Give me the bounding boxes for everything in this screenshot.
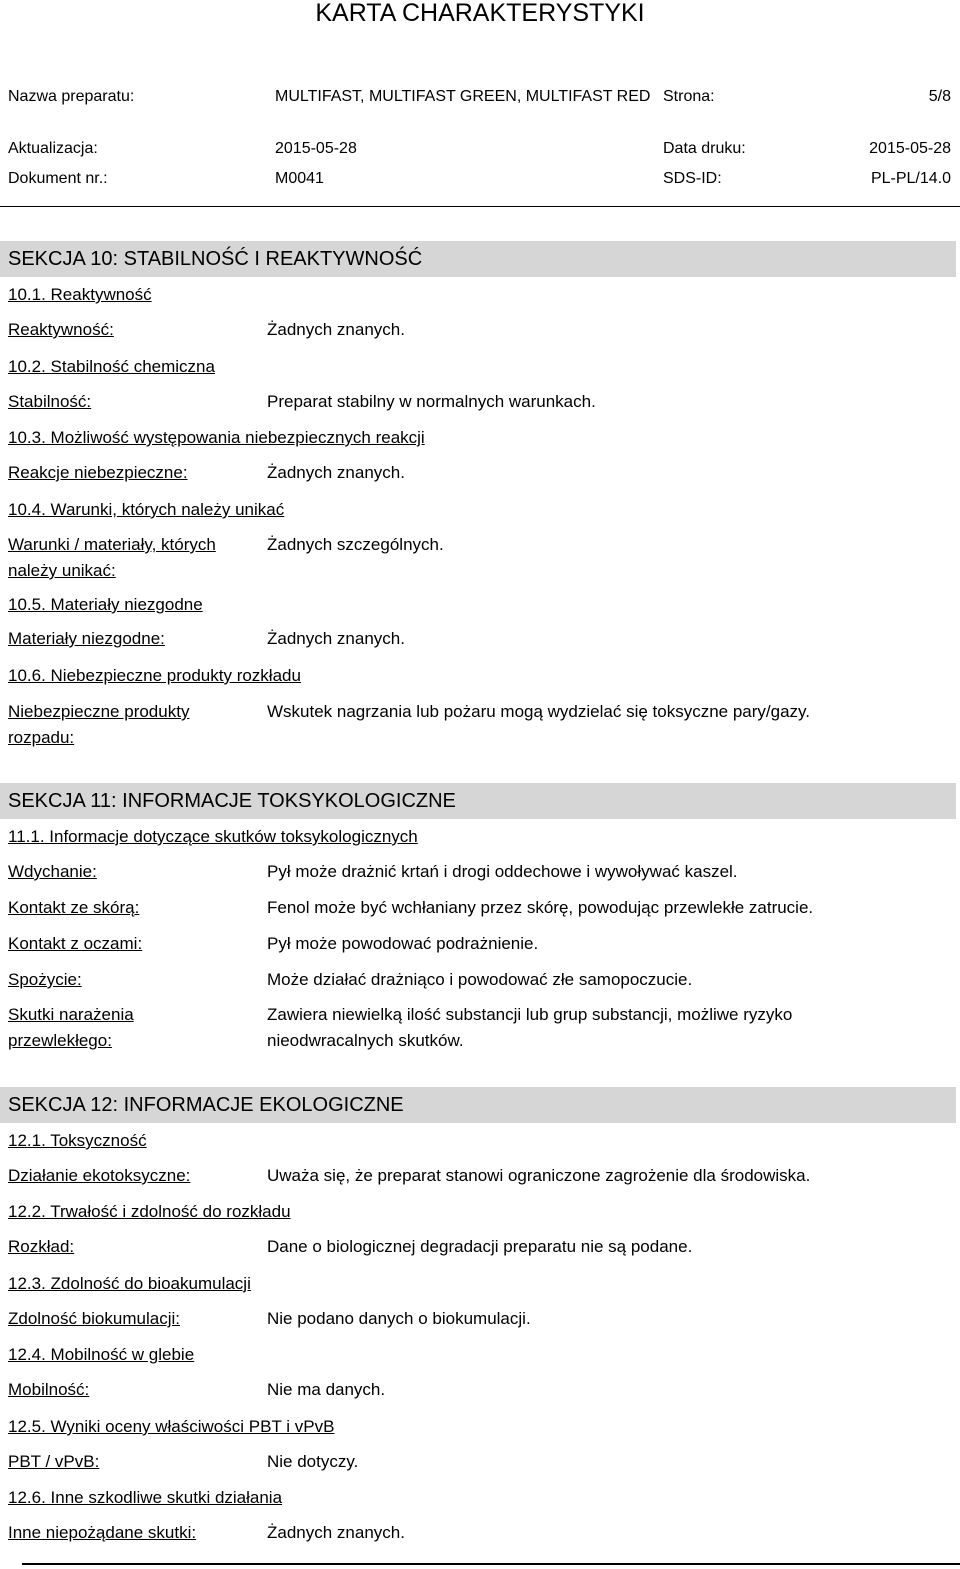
inhalation-value: Pył może drażnić krtań i drogi oddechowe i wywoływać kaszel. — [267, 862, 738, 881]
footer-divider — [22, 1563, 960, 1565]
section-11-header — [0, 783, 956, 819]
update-value: 2015-05-28 — [275, 140, 357, 157]
sds-id-label: SDS-ID: — [663, 170, 722, 187]
product-name-label: Nazwa preparatu: — [8, 88, 135, 105]
subsection-12-3: 12.3. Zdolność do bioakumulacji — [8, 1274, 251, 1293]
subsection-10-1: 10.1. Reaktywność — [8, 285, 152, 304]
pbt-vpvb-label: PBT / vPvB: — [8, 1452, 100, 1471]
subsection-12-1: 12.1. Toksyczność — [8, 1131, 147, 1150]
chronic-exposure-label: Skutki narażenia przewlekłego: — [8, 1005, 134, 1050]
conditions-to-avoid-label: Warunki / materiały, których należy unikać: — [8, 535, 216, 580]
subsection-12-4: 12.4. Mobilność w glebie — [8, 1345, 195, 1364]
ingestion-label: Spożycie: — [8, 970, 82, 989]
subsection-10-4: 10.4. Warunki, których należy unikać — [8, 500, 285, 519]
subsection-10-3: 10.3. Możliwość występowania niebezpiecznych reakcji — [8, 428, 425, 447]
mobility-value: Nie ma danych. — [267, 1380, 386, 1399]
bioaccumulation-value: Nie podano danych o biokumulacji. — [267, 1309, 531, 1328]
section-11-title: SEKCJA 11: INFORMACJE TOKSYKOLOGICZNE — [8, 790, 456, 812]
stability-value: Preparat stabilny w normalnych warunkach. — [267, 392, 596, 411]
subsection-12-2: 12.2. Trwałość i zdolność do rozkładu — [8, 1202, 291, 1221]
print-date-label: Data druku: — [663, 140, 746, 157]
hazardous-reactions-label: Reakcje niebezpieczne: — [8, 463, 188, 482]
print-date-value: 2015-05-28 — [869, 140, 951, 157]
skin-contact-label: Kontakt ze skórą: — [8, 898, 140, 917]
ecotoxicity-value: Uważa się, że preparat stanowi ograniczone zagrożenie dla środowiska. — [267, 1166, 811, 1185]
conditions-to-avoid-value: Żadnych szczególnych. — [267, 535, 444, 554]
other-effects-label: Inne niepożądane skutki: — [8, 1523, 197, 1542]
document-number-value: M0041 — [275, 170, 324, 187]
section-12-header — [0, 1087, 956, 1123]
hazardous-reactions-value: Żadnych znanych. — [267, 463, 405, 482]
subsection-10-5: 10.5. Materiały niezgodne — [8, 595, 203, 614]
page-value: 5/8 — [928, 88, 951, 105]
incompatible-materials-value: Żadnych znanych. — [267, 629, 405, 648]
degradation-label: Rozkład: — [8, 1237, 75, 1256]
other-effects-value: Żadnych znanych. — [267, 1523, 405, 1542]
subsection-11-1: 11.1. Informacje dotyczące skutków toksykologicznych — [8, 827, 418, 846]
subsection-10-2: 10.2. Stabilność chemiczna — [8, 357, 215, 376]
section-10-header — [0, 241, 956, 277]
sds-id-value: PL-PL/14.0 — [870, 170, 951, 187]
decomposition-products-value: Wskutek nagrzania lub pożaru mogą wydzielać się toksyczne pary/gazy. — [267, 702, 810, 721]
page-label: Strona: — [663, 88, 715, 105]
ecotoxicity-label: Działanie ekotoksyczne: — [8, 1166, 191, 1185]
reactivity-value: Żadnych znanych. — [267, 320, 405, 339]
decomposition-products-label: Niebezpieczne produkty rozpadu: — [8, 702, 190, 747]
skin-contact-value: Fenol może być wchłaniany przez skórę, powodując przewlekłe zatrucie. — [267, 898, 814, 917]
section-12-title: SEKCJA 12: INFORMACJE EKOLOGICZNE — [8, 1094, 404, 1116]
mobility-label: Mobilność: — [8, 1380, 90, 1399]
document-number-label: Dokument nr.: — [8, 170, 108, 187]
degradation-value: Dane o biologicznej degradacji preparatu nie są podane. — [267, 1237, 693, 1256]
document-title: KARTA CHARAKTERYSTYKI — [315, 0, 645, 27]
pbt-vpvb-value: Nie dotyczy. — [267, 1452, 359, 1471]
update-label: Aktualizacja: — [8, 140, 98, 157]
incompatible-materials-label: Materiały niezgodne: — [8, 629, 165, 648]
product-name-value: MULTIFAST, MULTIFAST GREEN, MULTIFAST RED — [275, 88, 651, 105]
header-divider — [0, 206, 960, 207]
subsection-12-6: 12.6. Inne szkodliwe skutki działania — [8, 1488, 283, 1507]
bioaccumulation-label: Zdolność biokumulacji: — [8, 1309, 180, 1328]
stability-label: Stabilność: — [8, 392, 92, 411]
ingestion-value: Może działać drażniąco i powodować złe samopoczucie. — [267, 970, 693, 989]
chronic-exposure-value: Zawiera niewielką ilość substancji lub grup substancji, możliwe ryzyko nieodwracalnych skutków. — [267, 1005, 793, 1050]
eye-contact-label: Kontakt z oczami: — [8, 934, 143, 953]
inhalation-label: Wdychanie: — [8, 862, 97, 881]
reactivity-label: Reaktywność: — [8, 320, 114, 339]
subsection-12-5: 12.5. Wyniki oceny właściwości PBT i vPvB — [8, 1417, 335, 1436]
subsection-10-6: 10.6. Niebezpieczne produkty rozkładu — [8, 666, 301, 685]
eye-contact-value: Pył może powodować podrażnienie. — [267, 934, 539, 953]
section-10-title: SEKCJA 10: STABILNOŚĆ I REAKTYWNOŚĆ — [8, 248, 423, 270]
